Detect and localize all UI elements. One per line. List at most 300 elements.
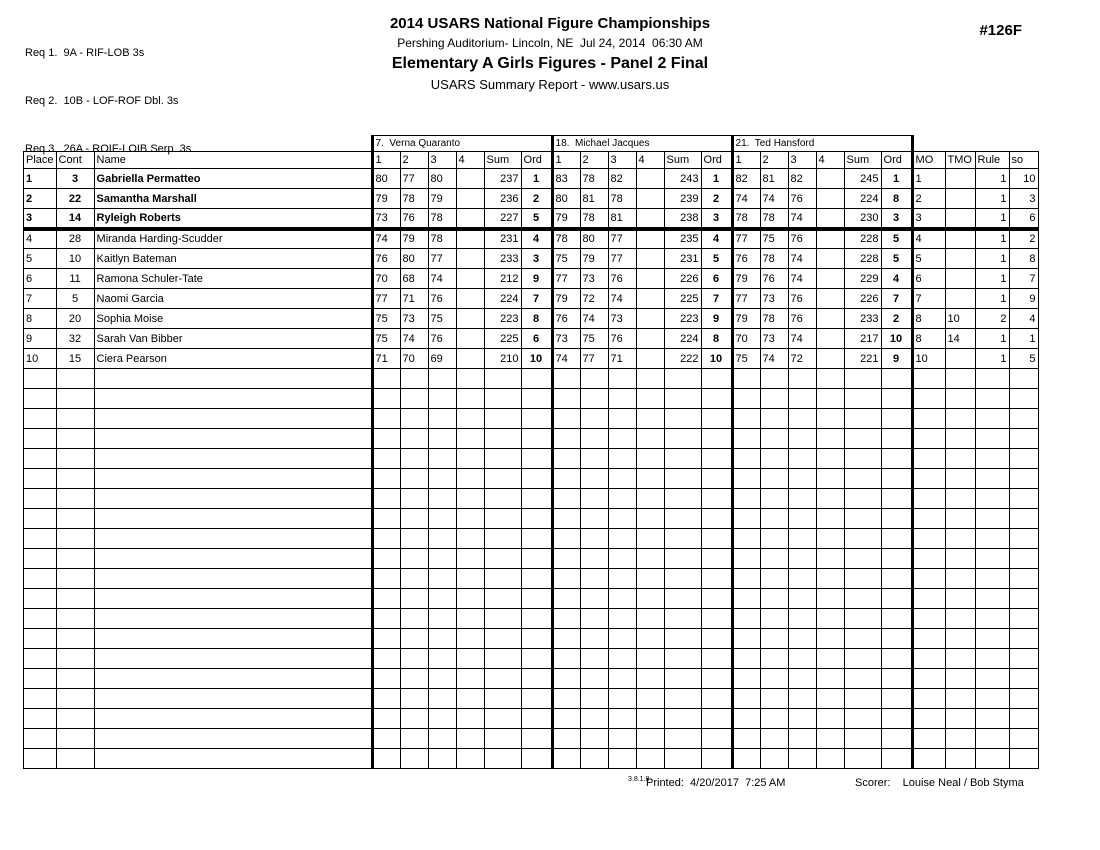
cell-score (456, 309, 484, 329)
empty-cell (816, 729, 844, 749)
column-header: 2 (400, 152, 428, 169)
empty-cell (484, 449, 521, 469)
cell-sum: 223 (664, 309, 701, 329)
empty-cell (701, 549, 732, 569)
cell-score: 80 (580, 229, 608, 249)
empty-row (24, 429, 1039, 449)
requirement-line-1: Req 1. 9A - RIF-LOB 3s (25, 47, 145, 59)
cell-score: 79 (428, 189, 456, 209)
empty-cell (945, 709, 975, 729)
empty-cell (816, 589, 844, 609)
empty-cell (552, 369, 580, 389)
empty-cell (608, 729, 636, 749)
empty-cell (881, 669, 912, 689)
cell-score: 73 (760, 289, 788, 309)
cell-score: 76 (608, 269, 636, 289)
column-header: Sum (844, 152, 881, 169)
cell-score: 72 (580, 289, 608, 309)
empty-cell (945, 529, 975, 549)
empty-cell (844, 449, 881, 469)
empty-cell (732, 529, 760, 549)
empty-cell (701, 569, 732, 589)
empty-cell (56, 569, 94, 589)
cell-score: 70 (372, 269, 400, 289)
empty-cell (732, 669, 760, 689)
empty-cell (732, 409, 760, 429)
empty-cell (580, 529, 608, 549)
cell-score (636, 169, 664, 189)
empty-cell (1009, 369, 1038, 389)
empty-cell (701, 529, 732, 549)
venue-date-line: Pershing Auditorium- Lincoln, NE Jul 24, 2014 06:30 AM (397, 36, 703, 50)
empty-cell (372, 509, 400, 529)
empty-cell (912, 709, 945, 729)
cell-score (636, 209, 664, 229)
empty-cell (816, 689, 844, 709)
empty-cell (816, 469, 844, 489)
cell-contestant-number: 20 (56, 309, 94, 329)
cell-so: 8 (1009, 249, 1038, 269)
empty-cell (760, 429, 788, 449)
empty-cell (484, 649, 521, 669)
cell-ordinal: 1 (701, 169, 732, 189)
empty-cell (456, 509, 484, 529)
empty-cell (636, 749, 664, 769)
cell-ordinal: 2 (881, 309, 912, 329)
column-header: 4 (456, 152, 484, 169)
column-header: 3 (788, 152, 816, 169)
empty-cell (881, 749, 912, 769)
cell-score: 78 (580, 169, 608, 189)
cell-score (636, 289, 664, 309)
cell-score: 73 (400, 309, 428, 329)
empty-cell (484, 389, 521, 409)
empty-cell (760, 569, 788, 589)
cell-contestant-number: 15 (56, 349, 94, 369)
empty-cell (56, 429, 94, 449)
cell-score: 75 (580, 329, 608, 349)
cell-ordinal: 9 (881, 349, 912, 369)
empty-cell (521, 509, 552, 529)
empty-cell (580, 729, 608, 749)
empty-cell (552, 449, 580, 469)
empty-cell (580, 749, 608, 769)
cell-score: 77 (372, 289, 400, 309)
empty-cell (56, 649, 94, 669)
empty-cell (580, 669, 608, 689)
empty-cell (400, 669, 428, 689)
empty-cell (945, 489, 975, 509)
cell-rule: 1 (975, 329, 1009, 349)
cell-majority-ordinals: 2 (912, 189, 945, 209)
empty-cell (552, 589, 580, 609)
empty-cell (608, 449, 636, 469)
cell-score: 70 (400, 349, 428, 369)
empty-cell (484, 529, 521, 549)
empty-cell (484, 429, 521, 449)
empty-row (24, 589, 1039, 609)
cell-score: 76 (552, 309, 580, 329)
empty-cell (701, 449, 732, 469)
empty-cell (945, 389, 975, 409)
empty-cell (400, 489, 428, 509)
empty-cell (24, 689, 57, 709)
empty-cell (1009, 749, 1038, 769)
empty-cell (788, 569, 816, 589)
cell-ordinal: 3 (881, 209, 912, 229)
empty-cell (636, 649, 664, 669)
empty-cell (881, 629, 912, 649)
cell-skater-name: Ramona Schuler-Tate (94, 269, 372, 289)
empty-cell (945, 589, 975, 609)
empty-cell (975, 409, 1009, 429)
empty-cell (521, 649, 552, 669)
cell-place: 3 (24, 209, 57, 229)
empty-cell (56, 749, 94, 769)
cell-score: 82 (608, 169, 636, 189)
empty-cell (816, 369, 844, 389)
cell-score: 74 (608, 289, 636, 309)
empty-row (24, 449, 1039, 469)
empty-row (24, 749, 1039, 769)
empty-cell (912, 449, 945, 469)
empty-cell (912, 749, 945, 769)
empty-cell (788, 689, 816, 709)
empty-cell (816, 629, 844, 649)
cell-score: 69 (428, 349, 456, 369)
empty-cell (788, 369, 816, 389)
result-row (24, 249, 1039, 269)
empty-cell (701, 589, 732, 609)
empty-cell (975, 649, 1009, 669)
cell-score: 81 (580, 189, 608, 209)
empty-cell (24, 469, 57, 489)
cell-score: 80 (552, 189, 580, 209)
cell-score: 74 (580, 309, 608, 329)
cell-ordinal: 1 (881, 169, 912, 189)
empty-cell (881, 529, 912, 549)
cell-contestant-number: 11 (56, 269, 94, 289)
cell-majority-ordinals: 8 (912, 329, 945, 349)
judges-row-spacer-right (912, 136, 1038, 152)
result-row (24, 289, 1039, 309)
cell-sum: 221 (844, 349, 881, 369)
empty-cell (24, 629, 57, 649)
cell-majority-ordinals: 10 (912, 349, 945, 369)
empty-cell (664, 389, 701, 409)
cell-score: 70 (732, 329, 760, 349)
empty-cell (456, 529, 484, 549)
empty-cell (94, 689, 372, 709)
empty-cell (788, 629, 816, 649)
cell-score: 76 (788, 309, 816, 329)
cell-ordinal: 3 (521, 249, 552, 269)
empty-cell (945, 749, 975, 769)
cell-skater-name: Ciera Pearson (94, 349, 372, 369)
empty-cell (428, 749, 456, 769)
cell-score: 77 (608, 229, 636, 249)
cell-ordinal: 10 (521, 349, 552, 369)
empty-row (24, 389, 1039, 409)
empty-cell (701, 389, 732, 409)
empty-cell (788, 469, 816, 489)
empty-cell (372, 709, 400, 729)
cell-sum: 231 (664, 249, 701, 269)
cell-score: 78 (760, 309, 788, 329)
empty-cell (24, 429, 57, 449)
empty-cell (975, 489, 1009, 509)
empty-cell (760, 449, 788, 469)
empty-cell (701, 709, 732, 729)
empty-cell (580, 609, 608, 629)
cell-score: 78 (428, 229, 456, 249)
cell-score: 76 (732, 249, 760, 269)
result-row (24, 209, 1039, 229)
empty-cell (456, 609, 484, 629)
empty-cell (552, 729, 580, 749)
empty-cell (456, 389, 484, 409)
cell-score (816, 269, 844, 289)
empty-row (24, 669, 1039, 689)
cell-sum: 239 (664, 189, 701, 209)
empty-cell (400, 389, 428, 409)
cell-score: 77 (732, 289, 760, 309)
empty-cell (945, 729, 975, 749)
results-table (23, 135, 1039, 769)
empty-cell (521, 469, 552, 489)
empty-cell (608, 669, 636, 689)
empty-cell (521, 729, 552, 749)
empty-cell (1009, 709, 1038, 729)
column-header-row (24, 152, 1039, 169)
empty-cell (844, 509, 881, 529)
cell-total-majority-ordinals (945, 349, 975, 369)
cell-score (456, 189, 484, 209)
empty-cell (788, 749, 816, 769)
empty-cell (94, 629, 372, 649)
empty-cell (912, 609, 945, 629)
empty-cell (816, 609, 844, 629)
cell-score: 71 (608, 349, 636, 369)
column-header: Sum (664, 152, 701, 169)
empty-cell (881, 589, 912, 609)
empty-cell (844, 369, 881, 389)
column-header: 1 (732, 152, 760, 169)
empty-cell (608, 409, 636, 429)
cell-ordinal: 4 (881, 269, 912, 289)
empty-cell (912, 589, 945, 609)
cell-score (636, 189, 664, 209)
cell-sum: 226 (844, 289, 881, 309)
empty-row (24, 649, 1039, 669)
empty-cell (732, 429, 760, 449)
empty-cell (1009, 609, 1038, 629)
cell-sum: 217 (844, 329, 881, 349)
empty-cell (56, 509, 94, 529)
cell-score: 77 (400, 169, 428, 189)
empty-cell (844, 689, 881, 709)
empty-cell (760, 629, 788, 649)
empty-cell (664, 689, 701, 709)
empty-cell (844, 569, 881, 589)
empty-cell (521, 549, 552, 569)
cell-score: 74 (552, 349, 580, 369)
cell-majority-ordinals: 7 (912, 289, 945, 309)
empty-row (24, 729, 1039, 749)
empty-cell (94, 509, 372, 529)
cell-score (636, 269, 664, 289)
column-header: 2 (580, 152, 608, 169)
empty-cell (456, 369, 484, 389)
empty-cell (975, 749, 1009, 769)
empty-cell (484, 469, 521, 489)
empty-cell (1009, 529, 1038, 549)
empty-cell (636, 369, 664, 389)
cell-skater-name: Sophia Moise (94, 309, 372, 329)
empty-cell (24, 569, 57, 589)
empty-cell (1009, 689, 1038, 709)
cell-rule: 1 (975, 289, 1009, 309)
cell-score: 74 (372, 229, 400, 249)
empty-cell (456, 749, 484, 769)
cell-sum: 212 (484, 269, 521, 289)
cell-ordinal: 5 (881, 229, 912, 249)
empty-cell (975, 729, 1009, 749)
empty-cell (521, 709, 552, 729)
empty-cell (56, 409, 94, 429)
empty-cell (912, 409, 945, 429)
result-row (24, 349, 1039, 369)
cell-ordinal: 9 (701, 309, 732, 329)
empty-cell (56, 369, 94, 389)
event-title: Elementary A Girls Figures - Panel 2 Final (391, 55, 709, 72)
cell-total-majority-ordinals: 10 (945, 309, 975, 329)
cell-total-majority-ordinals (945, 169, 975, 189)
empty-cell (788, 649, 816, 669)
empty-cell (428, 669, 456, 689)
empty-cell (636, 409, 664, 429)
cell-score: 74 (760, 189, 788, 209)
cell-place: 4 (24, 229, 57, 249)
empty-cell (580, 369, 608, 389)
empty-cell (400, 529, 428, 549)
cell-ordinal: 10 (701, 349, 732, 369)
empty-cell (521, 489, 552, 509)
column-header: Cont (56, 152, 94, 169)
empty-cell (608, 529, 636, 549)
empty-cell (664, 489, 701, 509)
empty-cell (945, 429, 975, 449)
empty-cell (372, 649, 400, 669)
empty-cell (372, 569, 400, 589)
cell-score: 79 (552, 289, 580, 309)
empty-cell (552, 409, 580, 429)
cell-skater-name: Gabriella Permatteo (94, 169, 372, 189)
requirement-line-2: Req 2. 10B - LOF-ROF Dbl. 3s (25, 95, 179, 107)
column-header: 1 (552, 152, 580, 169)
cell-contestant-number: 22 (56, 189, 94, 209)
empty-cell (788, 489, 816, 509)
empty-cell (608, 749, 636, 769)
empty-cell (580, 629, 608, 649)
column-header: Place (24, 152, 57, 169)
empty-cell (400, 409, 428, 429)
cell-sum: 225 (484, 329, 521, 349)
cell-rule: 1 (975, 249, 1009, 269)
empty-cell (701, 729, 732, 749)
cell-score: 79 (400, 229, 428, 249)
empty-cell (428, 729, 456, 749)
result-row (24, 229, 1039, 249)
cell-score: 74 (788, 269, 816, 289)
cell-rule: 1 (975, 229, 1009, 249)
empty-cell (580, 409, 608, 429)
empty-cell (732, 449, 760, 469)
empty-cell (24, 589, 57, 609)
empty-cell (760, 609, 788, 629)
empty-cell (975, 429, 1009, 449)
empty-cell (760, 509, 788, 529)
cell-rule: 1 (975, 189, 1009, 209)
empty-cell (844, 709, 881, 729)
cell-rule: 1 (975, 349, 1009, 369)
empty-cell (881, 549, 912, 569)
empty-cell (580, 589, 608, 609)
cell-sum: 224 (844, 189, 881, 209)
empty-cell (552, 569, 580, 589)
empty-cell (456, 649, 484, 669)
empty-cell (975, 709, 1009, 729)
result-row (24, 329, 1039, 349)
cell-score: 74 (760, 349, 788, 369)
empty-row (24, 709, 1039, 729)
empty-cell (816, 569, 844, 589)
column-header: 3 (608, 152, 636, 169)
empty-cell (552, 609, 580, 629)
cell-ordinal: 2 (701, 189, 732, 209)
empty-cell (636, 489, 664, 509)
column-header: Sum (484, 152, 521, 169)
cell-score: 76 (608, 329, 636, 349)
empty-cell (816, 549, 844, 569)
cell-so: 2 (1009, 229, 1038, 249)
cell-score: 78 (608, 189, 636, 209)
empty-cell (456, 689, 484, 709)
empty-cell (400, 509, 428, 529)
empty-cell (552, 669, 580, 689)
empty-cell (975, 469, 1009, 489)
empty-cell (844, 729, 881, 749)
cell-sum: 233 (844, 309, 881, 329)
empty-cell (912, 529, 945, 549)
empty-cell (664, 509, 701, 529)
cell-rule: 2 (975, 309, 1009, 329)
empty-cell (1009, 389, 1038, 409)
empty-cell (24, 389, 57, 409)
empty-cell (24, 749, 57, 769)
empty-cell (24, 509, 57, 529)
empty-cell (400, 569, 428, 589)
empty-cell (1009, 489, 1038, 509)
empty-cell (456, 409, 484, 429)
empty-cell (484, 549, 521, 569)
cell-majority-ordinals: 8 (912, 309, 945, 329)
empty-cell (521, 669, 552, 689)
empty-cell (580, 569, 608, 589)
empty-cell (975, 549, 1009, 569)
cell-rule: 1 (975, 209, 1009, 229)
empty-cell (56, 589, 94, 609)
